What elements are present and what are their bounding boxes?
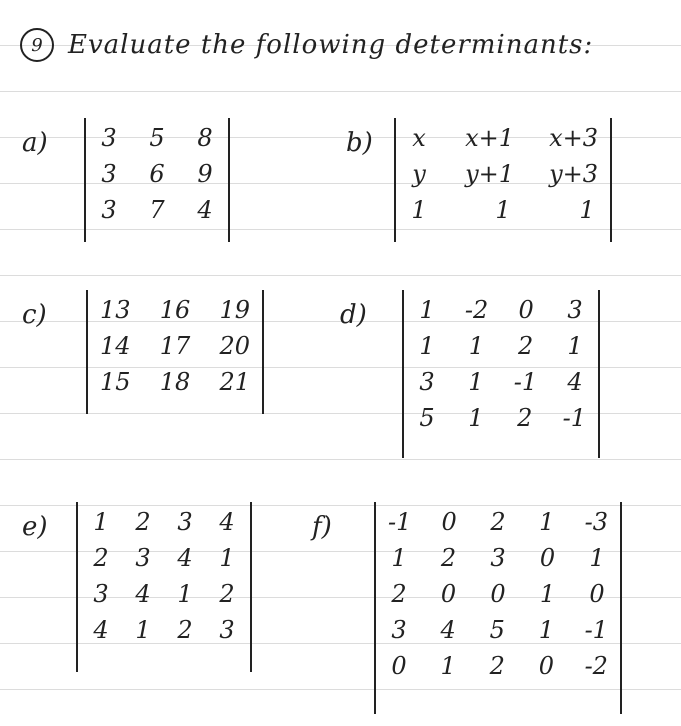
cell: -3 [584,508,608,536]
cell: 8 [197,124,213,152]
determinant-e [76,502,252,672]
cell: 4 [93,616,109,644]
cell: -1 [584,616,608,644]
cell: 5 [489,616,505,644]
cell: -1 [562,404,586,432]
cell: 0 [539,544,556,572]
cell: y+1 [465,160,514,188]
cell: 17 [159,332,191,360]
cell: 3 [219,616,235,644]
problem-heading [20,28,593,62]
cell: 4 [440,616,456,644]
cell: 1 [411,196,427,224]
cell: 20 [219,332,250,360]
cell: 0 [538,652,555,680]
cell: 1 [567,332,583,360]
cell: x [412,124,426,152]
cell: 2 [135,508,151,536]
cell: 2 [93,544,109,572]
cell: 3 [101,124,117,152]
cell: 0 [441,508,457,536]
cell: 7 [149,196,165,224]
cell: 18 [159,368,191,396]
determinant-d [402,290,600,458]
cell: x+3 [549,124,598,152]
cell: -1 [388,508,412,536]
cell: 2 [517,404,533,432]
cell: 3 [177,508,193,536]
cell: 5 [419,404,435,432]
cell: 1 [468,368,484,396]
cell: 9 [197,160,213,188]
cell: 4 [567,368,583,396]
cell: 1 [391,544,407,572]
cell: 3 [135,544,151,572]
cell: 0 [391,652,407,680]
cell: 1 [539,580,556,608]
cell: 1 [219,544,235,572]
cell: 14 [100,332,131,360]
cell: 2 [440,544,457,572]
cell: 1 [538,616,555,644]
cell: y+3 [549,160,598,188]
cell: x+1 [465,124,514,152]
cell: 1 [440,652,456,680]
determinant-f [374,502,622,714]
cell: 4 [197,196,213,224]
cell: 3 [391,616,407,644]
cell: -2 [464,296,489,324]
part-b-label: b) [346,128,373,158]
cell: 0 [440,580,457,608]
determinant-c [86,290,264,414]
cell: 6 [149,160,165,188]
cell: 0 [490,580,506,608]
cell: 0 [518,296,534,324]
cell: 1 [419,332,435,360]
cell: 2 [177,616,193,644]
cell: 1 [539,508,555,536]
cell: 19 [219,296,250,324]
part-e-label: e) [22,512,48,542]
part-d-label: d) [340,300,367,330]
cell: -2 [584,652,608,680]
cell: 3 [93,580,109,608]
part-c-label: c) [22,300,47,330]
part-f-label: f) [312,512,332,542]
cell: 1 [177,580,193,608]
cell: 0 [589,580,605,608]
cell: 3 [490,544,506,572]
problem-title: Evaluate the following determinants: [68,30,594,60]
cell: 1 [495,196,511,224]
cell: 1 [135,616,151,644]
determinant-a [84,118,230,242]
cell: 4 [219,508,235,536]
cell: 3 [101,160,117,188]
cell: 2 [219,580,235,608]
cell: 3 [419,368,435,396]
cell: 4 [177,544,193,572]
determinant-b [394,118,612,242]
cell: 2 [489,652,505,680]
cell: 1 [468,404,484,432]
cell: -1 [513,368,538,396]
cell: 1 [93,508,109,536]
cell: y [412,160,426,188]
cell: 3 [567,296,583,324]
problem-number: 9 [20,28,54,62]
cell: 16 [159,296,191,324]
cell: 1 [589,544,605,572]
cell: 4 [135,580,151,608]
cell: 3 [101,196,117,224]
cell: 13 [100,296,131,324]
cell: 15 [100,368,131,396]
cell: 2 [391,580,407,608]
cell: 1 [419,296,435,324]
part-a-label: a) [22,128,48,158]
cell: 1 [468,332,484,360]
cell: 5 [149,124,165,152]
cell: 2 [518,332,534,360]
cell: 2 [490,508,506,536]
cell: 1 [579,196,595,224]
cell: 21 [219,368,250,396]
